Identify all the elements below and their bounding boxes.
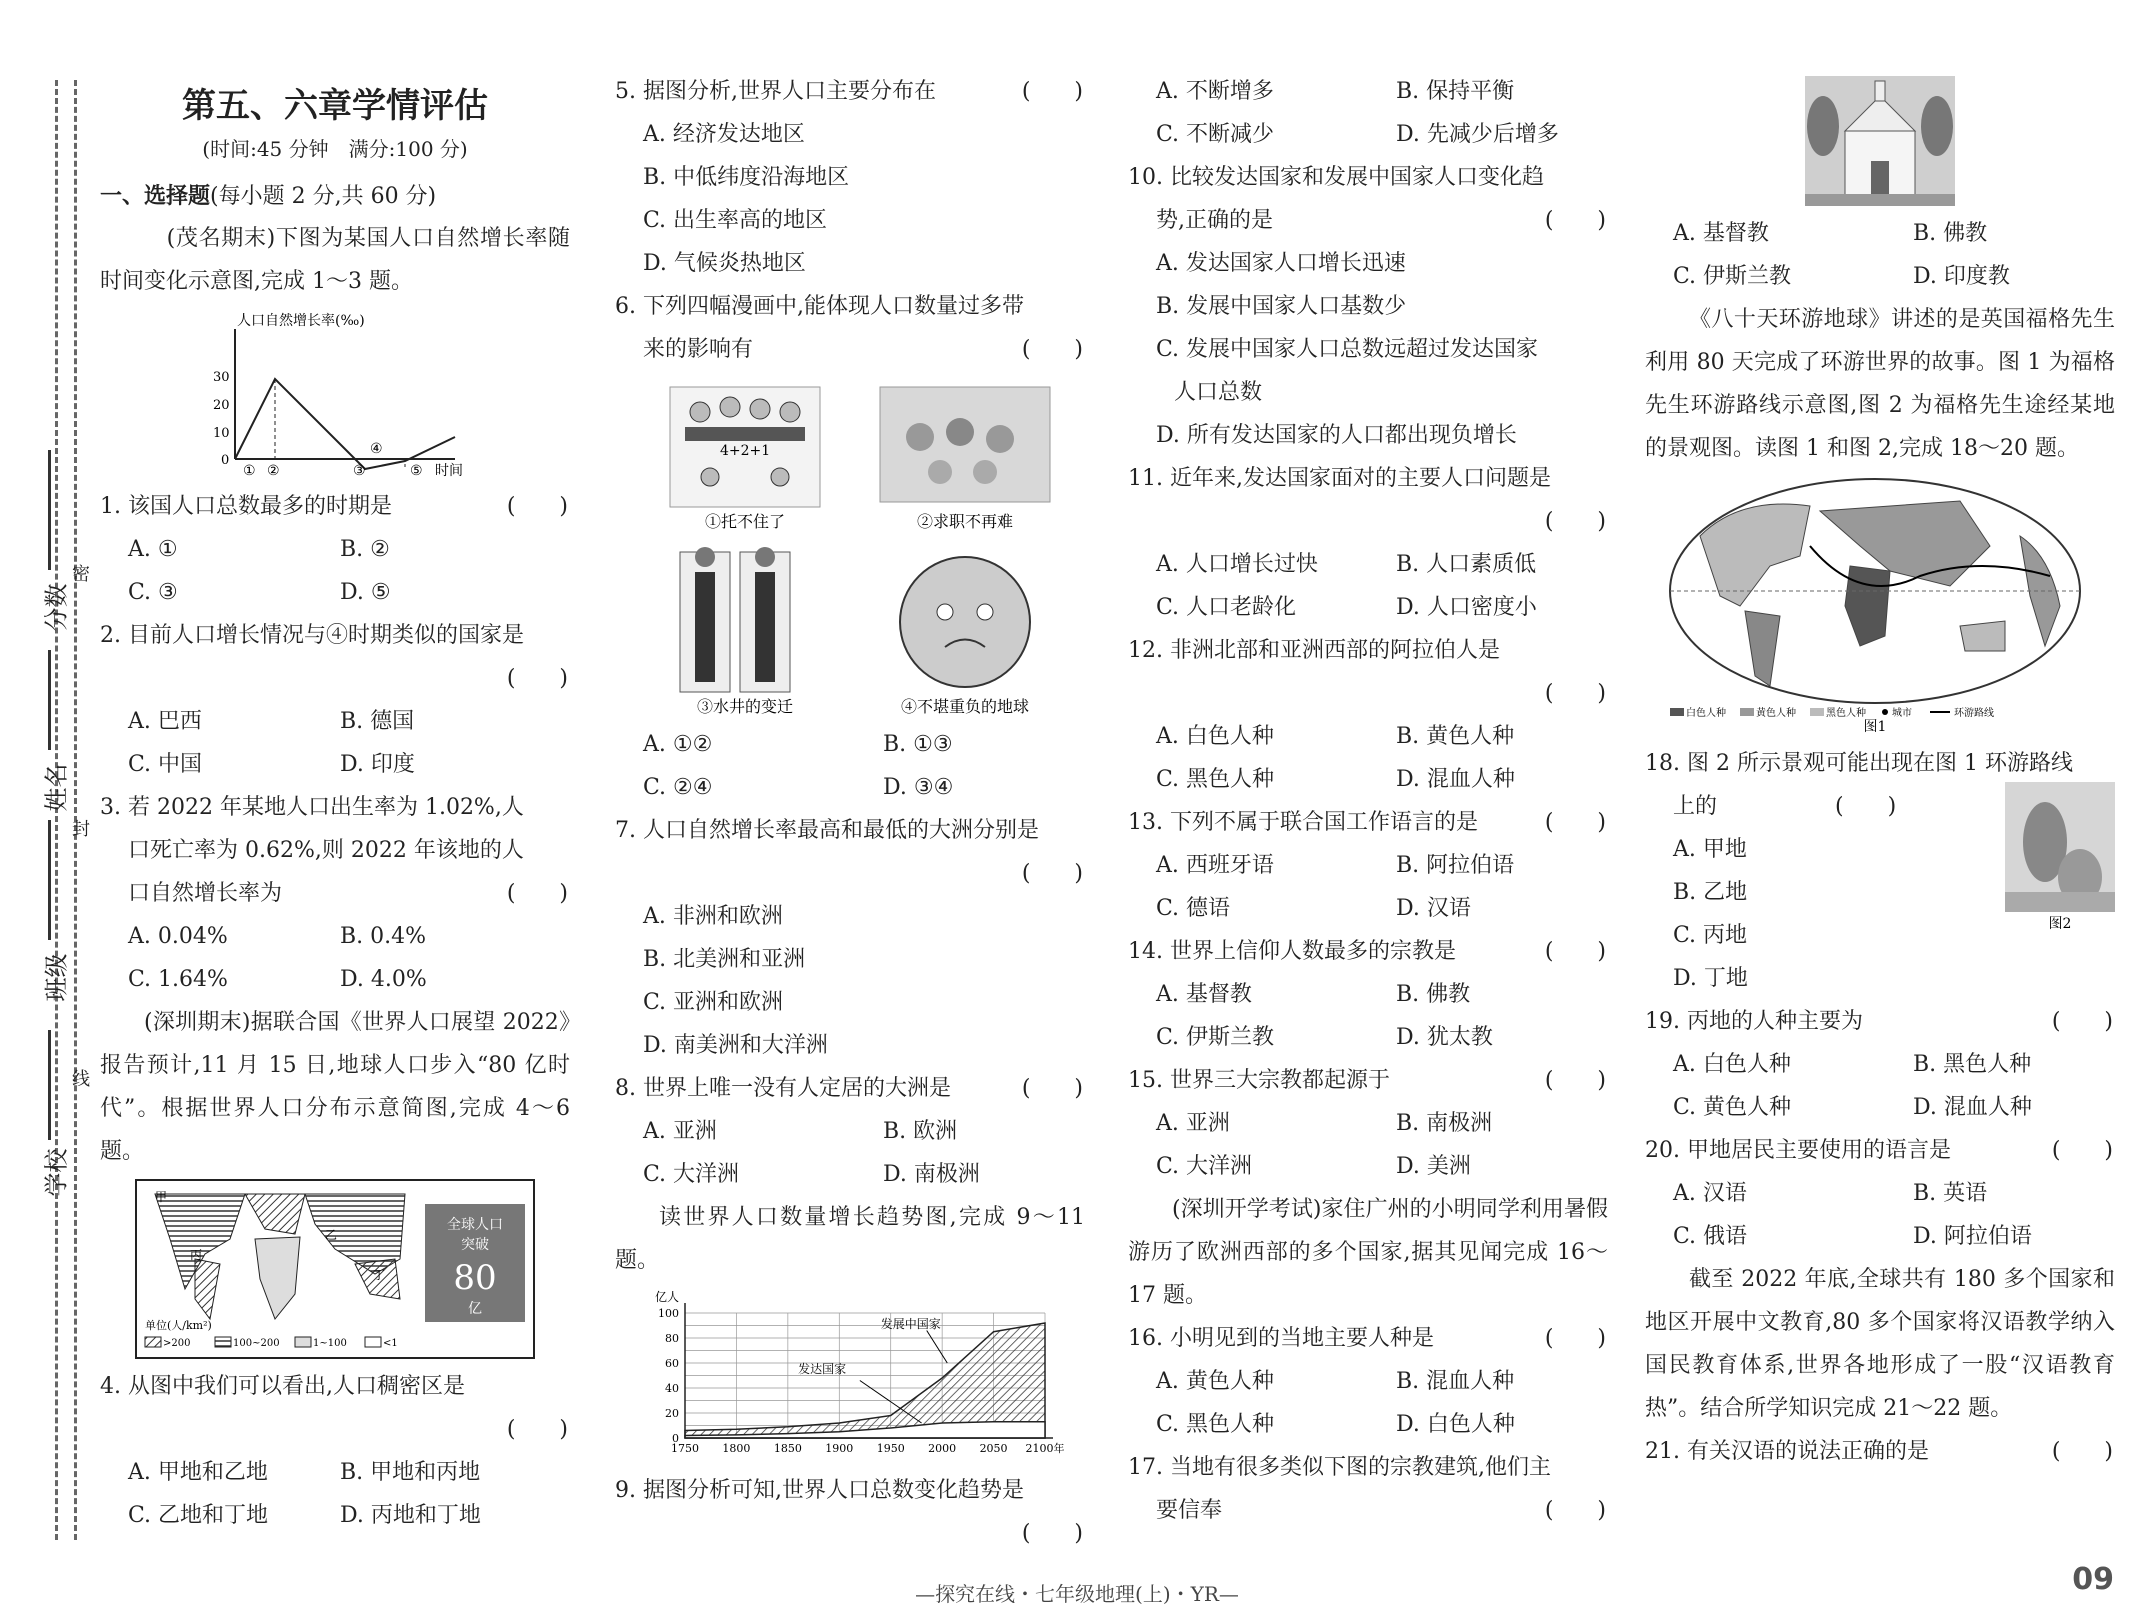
q11-options: A. 人口增长过快 B. 人口素质低 [1156,552,1537,577]
growth-curve [235,379,455,469]
q10-option: C. 发展中国家人口总数远超过发达国家 [1156,337,1539,362]
map-label: 丁 [373,1268,386,1282]
q14-options: C. 伊斯兰教 D. 犹太教 [1156,1025,1493,1050]
section-heading: 一、选择题(每小题 2 分,共 60 分) [100,183,437,209]
q1-options: C. ③ D. ⑤ [128,580,391,605]
q10-line: 势,正确的是 ( ) [1156,208,1606,233]
svg-text:1~100: 1~100 [313,1338,347,1349]
y-tick-label: 0 [672,1432,679,1445]
intro-18-20: 《八十天环游地球》讲述的是英国福格先生利用 80 天完成了环游世界的故事。图 1 为福格先生环游路线示意图,图 2 为福格先生途经某地的景观图。读图 1 和图 2,完成 18～20 题。 [1645,307,2115,461]
intro-16-17: (深圳开学考试)家住广州的小明同学利用暑假游历了欧洲西部的多个国家,据其见闻完成 16～17 题。 [1128,1197,1608,1308]
q14-options: A. 基督教 B. 佛教 [1156,982,1471,1007]
map-unit: 单位(人/km²) [145,1319,212,1332]
column-3 [1128,70,1608,1532]
q20-options: C. 俄语 D. 阿拉伯语 [1673,1224,2032,1249]
growth-point: ② [267,463,280,479]
seal-feng: 封 [72,819,90,840]
q20-stem: 20. 甲地居民主要使用的语言是 ( ) [1645,1138,2113,1163]
growth-ytick: 20 [213,398,230,413]
q5-option: D. 气候炎热地区 [643,251,806,276]
series-area-developing [685,1323,1045,1438]
growth-ylabel: 人口自然增长率(‰) [237,313,365,329]
q19-options: A. 白色人种 B. 黑色人种 [1673,1052,2032,1077]
map-label: 丙 [190,1248,203,1262]
intro-4-6: (深圳期末)据联合国《世界人口展望 2022》报告预计,11 月 15 日,地球人口步入“80 亿时代”。根据世界人口分布示意简图,完成 4～6 题。 [100,1010,570,1164]
map-label: 乙 [325,1228,338,1242]
q18-option: C. 丙地 [1673,923,1748,948]
q9-options: C. 不断减少 D. 先减少后增多 [1156,122,1559,147]
q7-stem: 7. 人口自然增长率最高和最低的大洲分别是 [615,818,1039,843]
svg-text:全球人口: 全球人口 [447,1217,503,1233]
svg-text:白色人种: 白色人种 [1686,708,1726,719]
q21-stem: 21. 有关汉语的说法正确的是 ( ) [1645,1439,2113,1464]
q18-option: A. 甲地 [1673,837,1747,862]
svg-text:黄色人种: 黄色人种 [1756,708,1796,719]
q12-stem: 12. 非洲北部和亚洲西部的阿拉伯人是 [1128,638,1500,663]
q10-option: B. 发展中国家人口基数少 [1156,294,1407,319]
name-label: 姓名 [42,763,71,812]
q8-options: C. 大洋洲 D. 南极洲 [643,1162,980,1187]
q14-stem: 14. 世界上信仰人数最多的宗教是 ( ) [1128,939,1606,964]
svg-text:环游路线: 环游路线 [1954,708,1994,719]
name-line [48,650,51,750]
q4-stem: 4. 从图中我们可以看出,人口稠密区是 [100,1374,465,1399]
q18-line: 上的 ( ) [1673,794,1897,819]
cartoon-3 [680,547,790,692]
q6-options: A. ①② B. ①③ [643,732,953,757]
cartoon-caption: ①托不住了 [704,512,786,531]
q7-bracket: ( ) [1021,861,1083,886]
q10-line: 10. 比较发达国家和发展中国家人口变化趋 [1128,165,1544,190]
score-label: 分数 [42,583,71,632]
page-number: 09 [2072,1562,2114,1597]
column-1 [100,70,570,1537]
q10-option: D. 所有发达国家的人口都出现负增长 [1156,423,1517,448]
cartoon-2 [880,387,1050,502]
fig2-caption: 图2 [2048,916,2072,932]
worldmap-caption: 图1 [1863,719,1887,735]
q3-line: 3. 若 2022 年某地人口出生率为 1.02%,人 [100,795,524,820]
q7-option: A. 非洲和欧洲 [643,904,783,929]
q11-bracket: ( ) [1544,509,1606,534]
q4-bracket: ( ) [506,1417,568,1442]
q2-options: A. 巴西 B. 德国 [128,709,415,734]
x-tick-label: 1800 [722,1442,751,1455]
x-tick-label: 1850 [773,1442,802,1455]
x-tick-label: 2050 [979,1442,1008,1455]
q13-stem: 13. 下列不属于联合国工作语言的是 ( ) [1128,810,1606,835]
y-tick-label: 40 [665,1382,679,1395]
q12-bracket: ( ) [1544,681,1606,706]
q3-options: C. 1.64% D. 4.0% [128,967,427,992]
q13-options: C. 德语 D. 汉语 [1156,896,1471,921]
q10-option: A. 发达国家人口增长迅速 [1156,251,1406,276]
column-4 [1645,70,2115,1473]
q1-stem: 1. 该国人口总数最多的时期是 ( ) [100,494,568,519]
cartoon-4 [900,557,1030,687]
cartoon-caption: ②求职不再难 [916,512,1014,531]
q19-options: C. 黄色人种 D. 混血人种 [1673,1095,2032,1120]
growth-point: ⑤ [410,463,423,479]
growth-rate-diagram [165,309,505,479]
q8-stem: 8. 世界上唯一没有人定居的大洲是 ( ) [615,1076,1083,1101]
q13-options: A. 西班牙语 B. 阿拉伯语 [1156,853,1515,878]
q18-option: B. 乙地 [1673,880,1748,905]
cartoons-figure [640,377,1060,717]
x-tick-label: 1950 [876,1442,905,1455]
q3-line: 口自然增长率为 ( ) [128,881,568,906]
q9-bracket: ( ) [1021,1521,1083,1546]
q6-options: C. ②④ D. ③④ [643,775,954,800]
q17-options: A. 基督教 B. 佛教 [1673,221,1988,246]
q18-option: D. 丁地 [1673,966,1748,991]
q5-option: A. 经济发达地区 [643,122,805,147]
svg-text:4+2+1: 4+2+1 [720,443,771,459]
x-tick-label: 1750 [671,1442,699,1455]
svg-text:100~200: 100~200 [233,1338,280,1349]
q9-stem: 9. 据图分析可知,世界人口总数变化趋势是 [615,1478,1024,1503]
q2-options: C. 中国 D. 印度 [128,752,415,777]
q6-line: 来的影响有 ( ) [643,337,1083,362]
q10-option: 人口总数 [1174,380,1263,405]
q9-options: A. 不断增多 B. 保持平衡 [1156,79,1515,104]
growth-ytick: 30 [213,370,230,385]
svg-text:城市: 城市 [1892,708,1912,719]
q15-stem: 15. 世界三大宗教都起源于 ( ) [1128,1068,1606,1093]
cartoon-caption: ④不堪重负的地球 [900,697,1030,716]
q5-option: C. 出生率高的地区 [643,208,828,233]
svg-text:>200: >200 [163,1338,191,1349]
y-tick-label: 80 [665,1332,679,1345]
intro-21-22: 截至 2022 年底,全球共有 180 多个国家和地区开展中文教育,80 多个国家将汉语教学纳入国民教育体系,世界各地形成了一股“汉语教育热”。结合所学知识完成 21～22 题。 [1645,1267,2115,1421]
page-title: 第五、六章学情评估 [182,86,488,126]
school-label: 学校 [42,1148,71,1197]
q6-line: 6. 下列四幅漫画中,能体现人口数量过多带 [615,294,1024,319]
cartoon-caption: ③水井的变迁 [696,697,794,716]
page-footer: —探究在线・七年级地理(上)・YR— [915,1582,1239,1606]
q5-option: B. 中低纬度沿海地区 [643,165,850,190]
growth-point: ④ [370,441,383,457]
svg-text:80: 80 [453,1258,497,1298]
y-tick-label: 20 [665,1407,679,1420]
q2-stem: 2. 目前人口增长情况与④时期类似的国家是 [100,623,524,648]
q12-options: A. 白色人种 B. 黄色人种 [1156,724,1515,749]
growth-point: ③ [353,463,366,479]
q8-options: A. 亚洲 B. 欧洲 [643,1119,958,1144]
cartoon-1 [670,387,820,507]
x-tick-label: 1900 [825,1442,854,1455]
growth-point: ① [243,463,256,479]
q17-line: 要信奉 ( ) [1156,1498,1606,1523]
q12-options: C. 黑色人种 D. 混血人种 [1156,767,1515,792]
growth-ytick: 0 [221,453,230,468]
y-tick-label: 60 [665,1357,679,1370]
world-route-map [1660,476,2100,736]
q20-options: A. 汉语 B. 英语 [1673,1181,1988,1206]
q15-options: A. 亚洲 B. 南极洲 [1156,1111,1493,1136]
y-axis-label: 亿人 [655,1290,680,1304]
page-subtitle: (时间:45 分钟 满分:100 分) [202,137,468,161]
q1-options: A. ① B. ② [128,537,390,562]
q2-bracket: ( ) [506,666,568,691]
q17-options: C. 伊斯兰教 D. 印度教 [1673,264,2010,289]
svg-text:突破: 突破 [461,1237,489,1253]
q16-options: C. 黑色人种 D. 白色人种 [1156,1412,1515,1437]
seal-mi: 密 [72,564,90,585]
q4-options: C. 乙地和丁地 D. 丙地和丁地 [128,1503,481,1528]
q15-options: C. 大洋洲 D. 美洲 [1156,1154,1471,1179]
svg-text:黑色人种: 黑色人种 [1826,708,1866,719]
q16-options: A. 黄色人种 B. 混血人种 [1156,1369,1515,1394]
intro-9-11: 读世界人口数量增长趋势图,完成 9～11 题。 [615,1205,1085,1273]
q19-stem: 19. 丙地的人种主要为 ( ) [1645,1009,2113,1034]
q17-line: 17. 当地有很多类似下图的宗教建筑,他们主 [1128,1455,1551,1480]
series-label: 发达国家 [798,1362,847,1376]
church-photo [1805,76,1955,206]
intro-1-3: (茂名期末)下图为某国人口自然增长率随时间变化示意图,完成 1～3 题。 [100,226,570,294]
school-line [48,1030,51,1140]
series-label: 发展中国家 [880,1317,941,1331]
growth-ytick: 10 [213,426,230,441]
q7-option: D. 南美洲和大洋洲 [643,1033,828,1058]
x-tick-label: 2000 [928,1442,957,1455]
class-label: 班级 [42,953,71,1002]
q3-line: 口死亡率为 0.62%,则 2022 年该地的人 [128,838,524,863]
q4-options: A. 甲地和乙地 B. 甲地和丙地 [128,1460,481,1485]
q7-option: C. 亚洲和欧洲 [643,990,784,1015]
series-label-leader [927,1331,948,1364]
y-tick-label: 100 [658,1307,679,1320]
population-map [135,1179,535,1359]
svg-text:<1: <1 [383,1338,398,1349]
q18-block [1645,742,2115,1000]
q16-stem: 16. 小明见到的当地主要人种是 ( ) [1128,1326,1606,1351]
map-label: 甲 [155,1190,168,1204]
score-line [48,450,51,570]
q11-stem: 11. 近年来,发达国家面对的主要人口问题是 [1128,466,1551,491]
q18-line: 18. 图 2 所示景观可能出现在图 1 环游路线 [1645,751,2073,776]
seal-xian: 线 [72,1069,90,1090]
q3-options: A. 0.04% B. 0.4% [128,924,427,949]
growth-xlabel: 时间 [435,463,463,479]
q5-stem: 5. 据图分析,世界人口主要分布在 ( ) [615,79,1083,104]
population-trend-chart [635,1288,1065,1463]
q11-options: C. 人口老龄化 D. 人口密度小 [1156,595,1537,620]
column-2 [615,70,1085,1555]
q7-option: B. 北美洲和亚洲 [643,947,806,972]
class-line [48,820,51,940]
svg-text:亿: 亿 [468,1301,482,1317]
x-tick-label: 2100年 [1025,1442,1065,1455]
